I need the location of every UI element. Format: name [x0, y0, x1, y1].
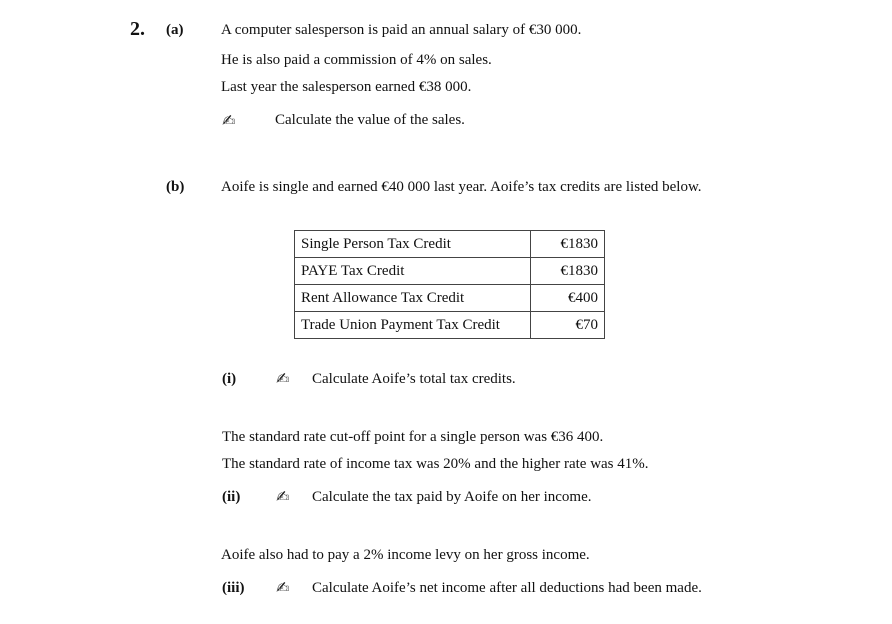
question-number: 2.: [130, 18, 145, 40]
cutoff-info-line: The standard rate cut-off point for a single person was €36 400.: [222, 429, 604, 445]
part-b-intro: Aoife is single and earned €40 000 last year. Aoife’s tax credits are listed below.: [221, 179, 702, 195]
sub-iii-label: (iii): [222, 580, 245, 596]
sub-iii-task: Calculate Aoife’s net income after all deductions had been made.: [312, 580, 702, 596]
part-a-task: Calculate the value of the sales.: [275, 112, 465, 128]
credit-name: Single Person Tax Credit: [295, 231, 531, 258]
credit-value: €400: [531, 285, 605, 312]
credit-value: €70: [531, 312, 605, 339]
sub-i-label: (i): [222, 371, 237, 387]
pencil-icon: ✍: [222, 111, 236, 130]
part-a-line-3: Last year the salesperson earned €38 000.: [221, 79, 472, 95]
table-row: [295, 285, 605, 312]
sub-i-task: Calculate Aoife’s total tax credits.: [312, 371, 516, 387]
rates-info-line: The standard rate of income tax was 20% and the higher rate was 41%.: [222, 456, 649, 472]
tax-credits-table: [294, 230, 605, 339]
sub-ii-label: (ii): [222, 489, 241, 505]
credit-name: Rent Allowance Tax Credit: [295, 285, 531, 312]
credit-name: Trade Union Payment Tax Credit: [295, 312, 531, 339]
pencil-icon: ✍: [276, 487, 290, 506]
levy-info-line: Aoife also had to pay a 2% income levy on her gross income.: [221, 547, 590, 563]
table-row: [295, 231, 605, 258]
table-row: [295, 258, 605, 285]
pencil-icon: ✍: [276, 578, 290, 597]
credit-value: €1830: [531, 258, 605, 285]
pencil-icon: ✍: [276, 369, 290, 388]
credit-value: €1830: [531, 231, 605, 258]
part-a-line-1: A computer salesperson is paid an annual salary of €30 000.: [221, 22, 582, 38]
credit-name: PAYE Tax Credit: [295, 258, 531, 285]
sub-ii-task: Calculate the tax paid by Aoife on her income.: [312, 489, 592, 505]
table-row: [295, 312, 605, 339]
part-a-label: (a): [166, 22, 184, 38]
part-a-line-2: He is also paid a commission of 4% on sales.: [221, 52, 492, 68]
part-b-label: (b): [166, 179, 185, 195]
